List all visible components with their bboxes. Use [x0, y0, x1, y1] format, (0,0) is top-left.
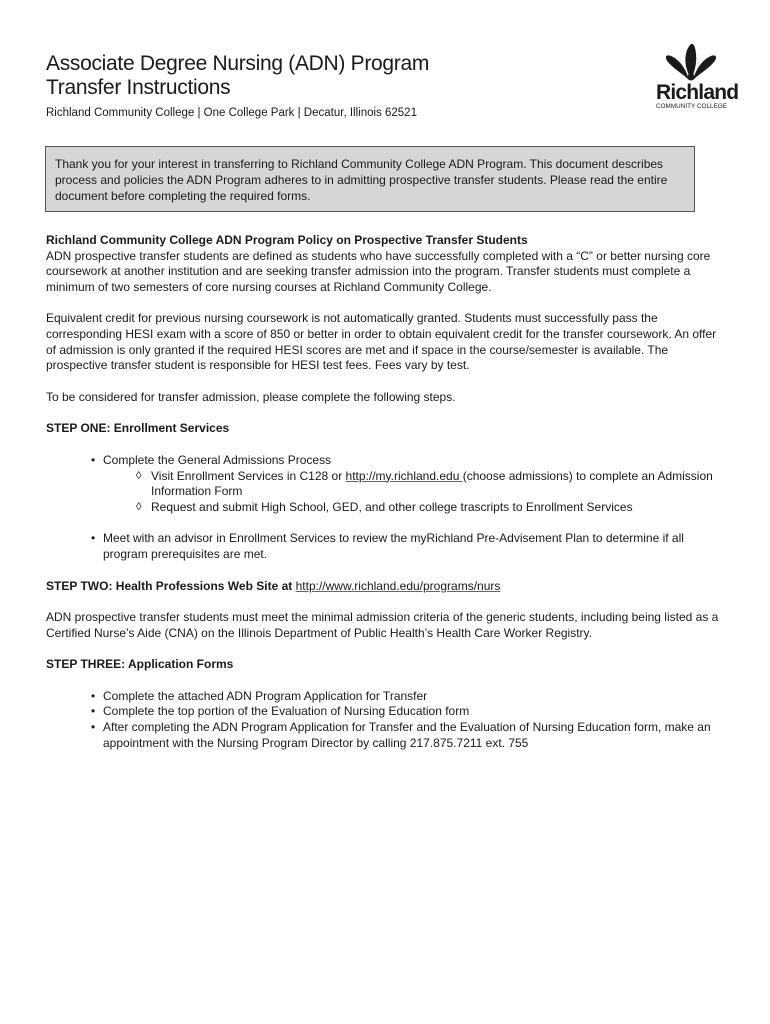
title-line-2: Transfer Instructions: [46, 76, 231, 99]
list-item: • After completing the ADN Program Application for Transfer and the Evaluation of Nursing Education form, make an appointment with the Nursing Program Director by calling 217.875.7211 ext. 755: [91, 720, 726, 751]
step-three-heading: STEP THREE: Application Forms: [46, 657, 234, 672]
step-one-bullet-2: Meet with an advisor in Enrollment Services to review the myRichland Pre-Advisement Plan to determine if all program prerequisites are met.: [103, 531, 684, 561]
step-one-bullet-1: Complete the General Admissions Process: [103, 452, 332, 467]
diamond-icon: ◊: [136, 469, 142, 482]
intro-notice-box: Thank you for your interest in transferring to Richland Community College ADN Program. This document describes process and policies the ADN Program adheres to in admitting prospective transfer students. Please read the entire document before completing the required forms.: [45, 146, 695, 212]
college-address: Richland Community College | One College Park | Decatur, Illinois 62521: [46, 107, 417, 119]
sub-item-1-text-cont: (choose admissions) to complete an Admission Information Form: [151, 468, 713, 499]
list-item: [136, 500, 726, 516]
policy-section: [46, 233, 726, 295]
my-richland-link[interactable]: http://my.richland.edu: [345, 468, 463, 483]
document-title: [46, 52, 606, 100]
policy-paragraph-2: Equivalent credit for previous nursing coursework is not automatically granted. Students must successfully pass the corresponding HESI exam with a score of 850 or better in order to obtain equivalent credit for the transfer coursework. An offer of admission is only granted if the required HESI scores are met and if space in the course/semester is available. The prospective transfer student is responsible for HESI test fees. Fees vary by test.: [46, 311, 717, 373]
richland-logo: [650, 38, 739, 116]
list-item: • Complete the top portion of the Evaluation of Nursing Education form: [91, 704, 726, 720]
policy-paragraph-1: ADN prospective transfer students are defined as students who have successfully completed with a “C” or better nursing core coursework at another institution and are seeking transfer admission into the program. Transfer students must complete a minimum of two semesters of core nursing courses at Richland Community College.: [46, 248, 711, 294]
health-professions-link[interactable]: http://www.richland.edu/programs/nurs: [295, 578, 501, 593]
main-content: [46, 233, 726, 767]
step-two-heading-text: STEP TWO: Health Professions Web Site at: [46, 578, 296, 593]
logo-subtitle: COMMUNITY COLLEGE: [656, 103, 728, 110]
step-three-list: [46, 689, 726, 751]
list-item: [91, 453, 726, 515]
list-item: [136, 469, 726, 500]
list-item: [91, 531, 726, 562]
step-one-sublist: [103, 469, 726, 516]
policy-heading: Richland Community College ADN Program Policy on Prospective Transfer Students: [46, 233, 528, 247]
sub-item-1-text: Visit Enrollment Services in C128 or: [151, 468, 346, 483]
title-line-1: Associate Degree Nursing (ADN) Program: [46, 52, 430, 75]
list-item: • Complete the attached ADN Program Application for Transfer: [91, 689, 726, 705]
step-two-heading: [46, 579, 726, 595]
diamond-icon: ◊: [136, 500, 142, 513]
sub-item-2-text: Request and submit High School, GED, and other college trascripts to Enrollment Services: [151, 499, 633, 514]
step-one-heading: STEP ONE: Enrollment Services: [46, 421, 230, 436]
step-one-list: [46, 453, 726, 515]
step-one-list-2: [46, 531, 726, 562]
leaf-sprout-icon: [658, 38, 724, 82]
policy-paragraph-3: To be considered for transfer admission, please complete the following steps.: [46, 389, 456, 404]
step-two-paragraph: ADN prospective transfer students must meet the minimal admission criteria of the generic students, including being listed as a Certified Nurse’s Aide (CNA) on the Illinois Department of Public Health’s Health Care Worker Registry.: [46, 610, 719, 640]
logo-wordmark: Richland: [656, 81, 739, 104]
